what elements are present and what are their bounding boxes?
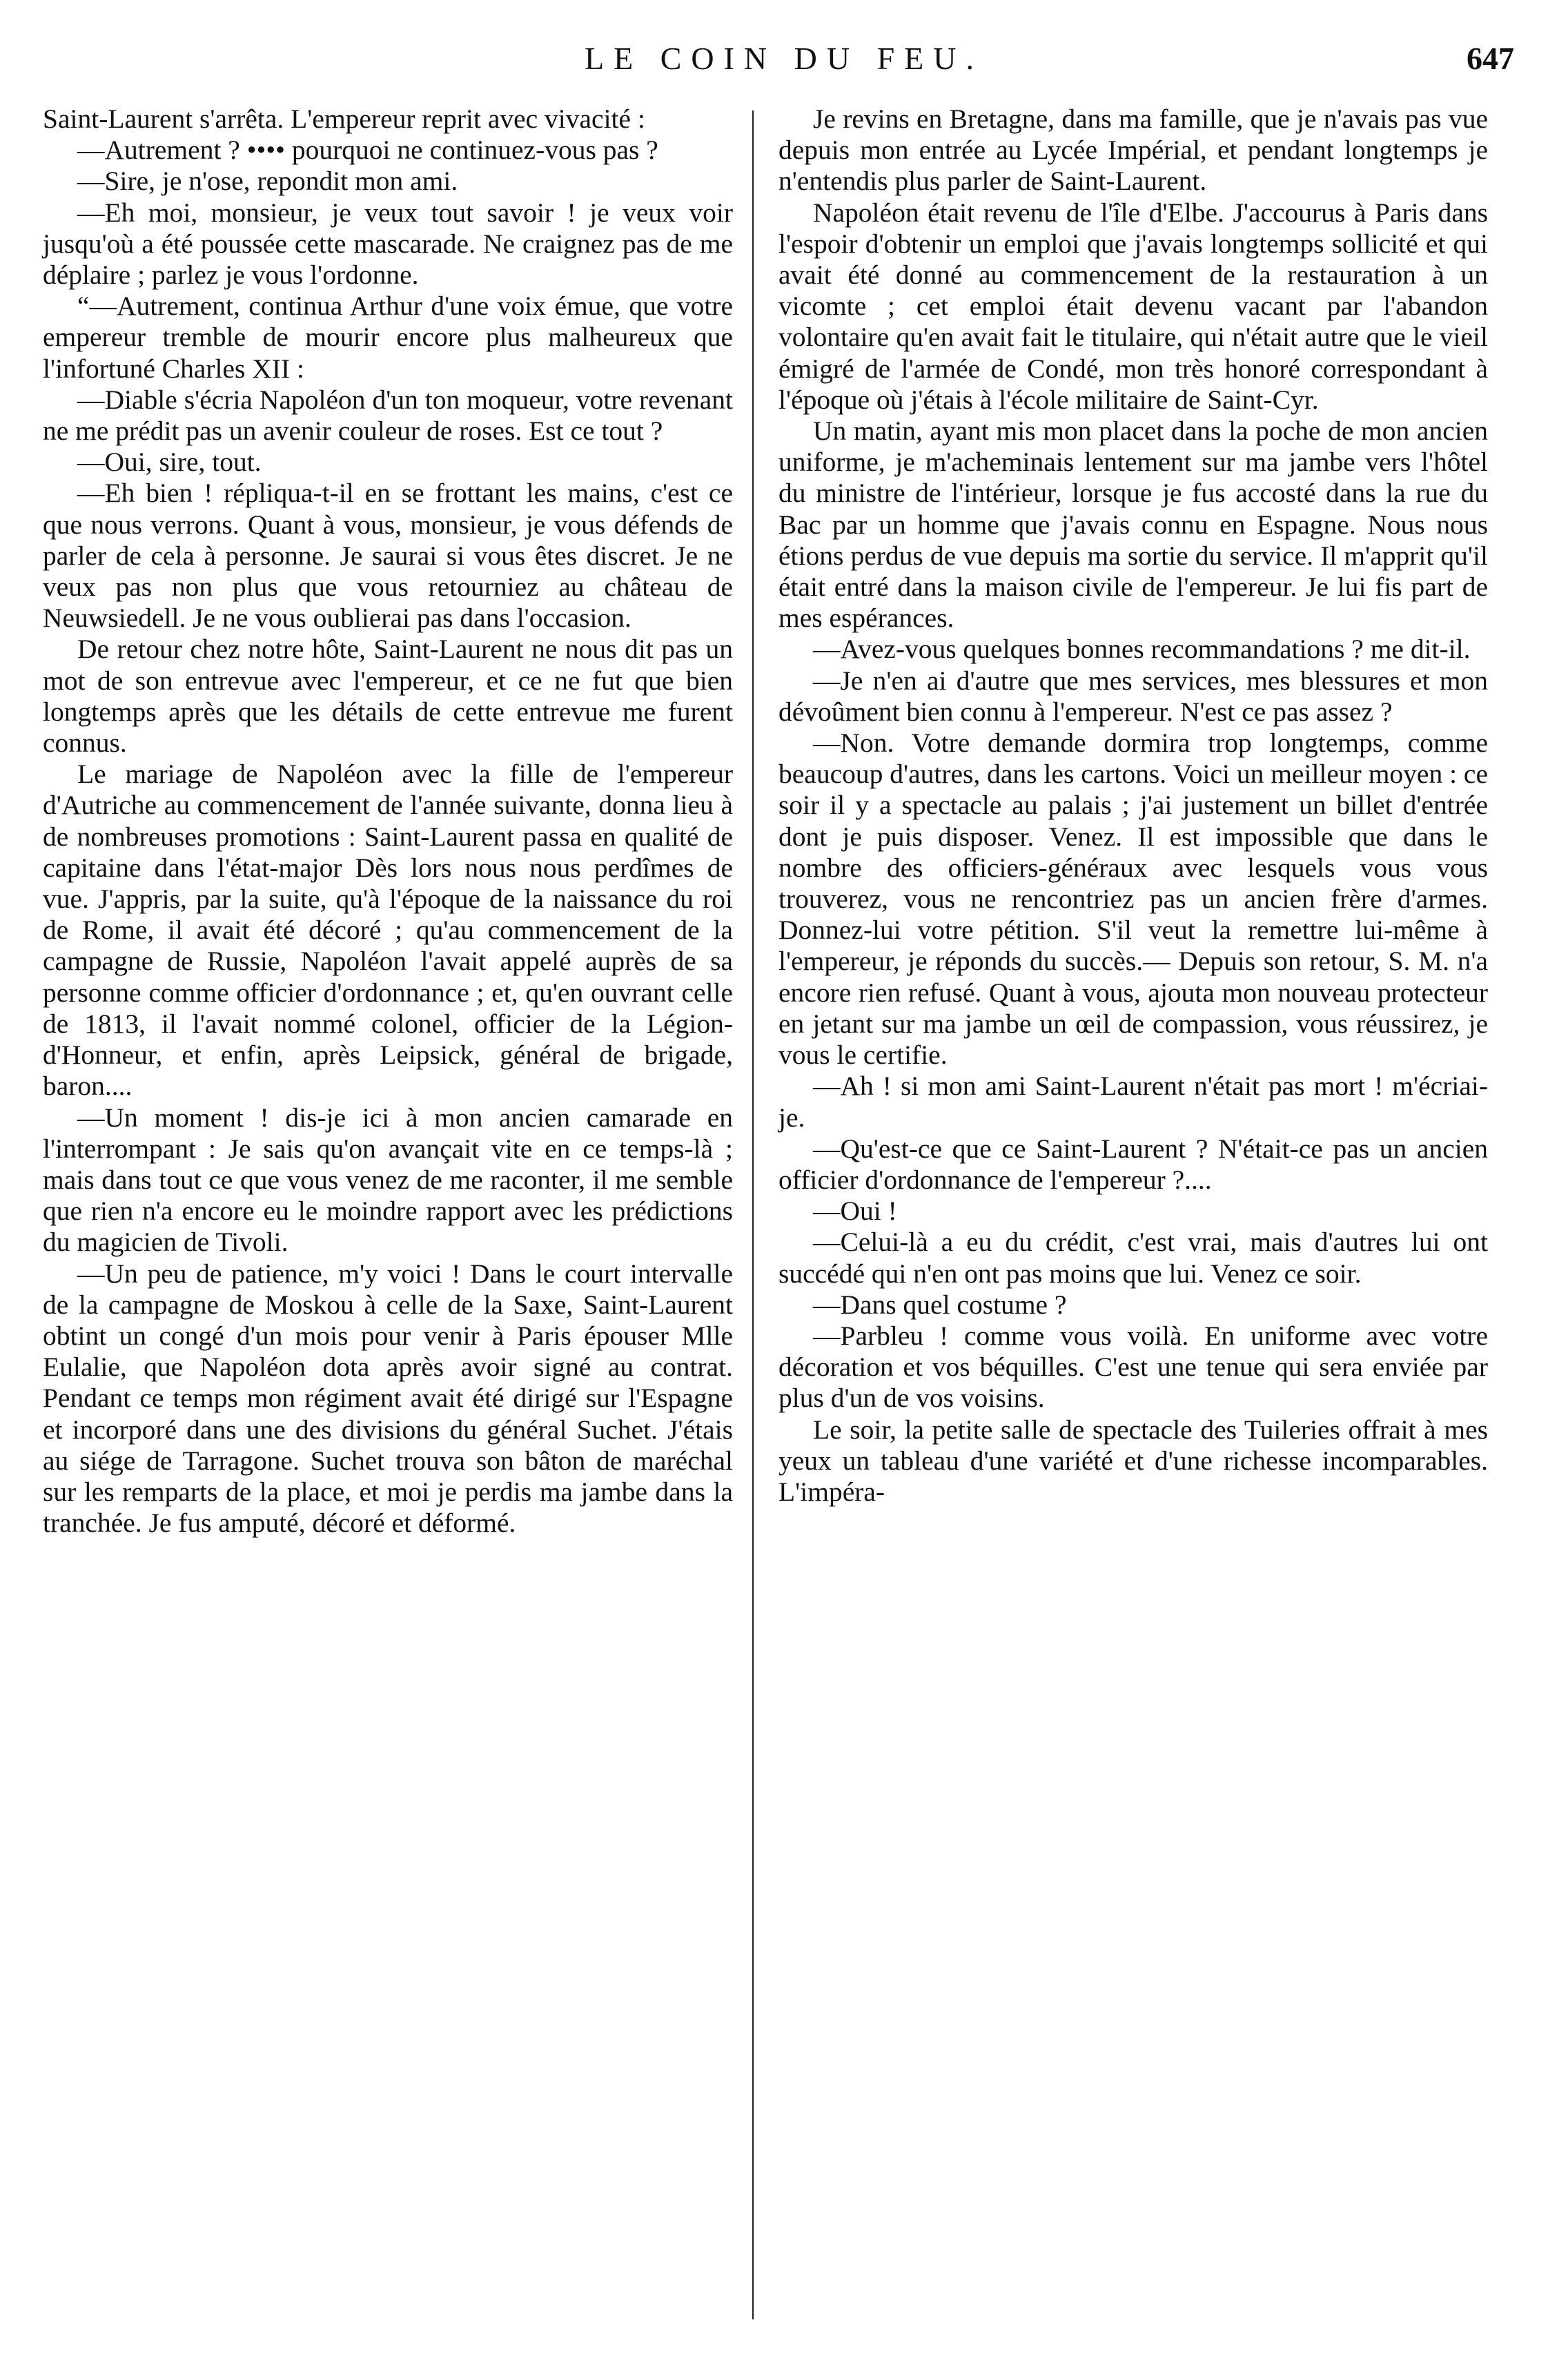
- paragraph: —Parbleu ! comme vous voilà. En uniforme avec votre décoration et vos béquilles. C'est une tenue qui sera enviée par plus d'un de vos voisins.: [778, 1320, 1488, 1414]
- paragraph: —Autrement ? •••• pourquoi ne continuez-vous pas ?: [77, 135, 658, 166]
- paragraph: —Eh moi, monsieur, je veux tout savoir ! je veux voir jusqu'où a été poussée cette mascarade. Ne craignez pas de me déplaire ; parlez je vous l'ordonne.: [43, 197, 733, 291]
- running-title: LE COIN DU FEU.: [585, 41, 983, 76]
- right-column: [778, 104, 1488, 1508]
- paragraph: Saint-Laurent s'arrêta. L'empereur reprit avec vivacité :: [43, 104, 645, 134]
- paragraph: —Sire, je n'ose, repondit mon ami.: [77, 166, 458, 197]
- paragraph: —Avez-vous quelques bonnes recommandations ? me dit-il.: [813, 634, 1471, 665]
- paragraph: “—Autrement, continua Arthur d'une voix émue, que votre empereur tremble de mourir encore plus malheureux que l'infortuné Charles XII :: [43, 291, 733, 384]
- paragraph: —Eh bien ! répliqua-t-il en se frottant les mains, c'est ce que nous verrons. Quant à vous, monsieur, je vous défends de parler de cela à personne. Je saurai si vous êtes discret. Je ne veux pas non plus que vous retourniez au château de Neuwsiedell. Je ne vous oublierai pas dans l'occasion.: [43, 478, 733, 634]
- paragraph: —Je n'en ai d'autre que mes services, mes blessures et mon dévoûment bien connu à l'empereur. N'est ce pas assez ?: [778, 665, 1488, 727]
- paragraph: —Dans quel costume ?: [813, 1289, 1067, 1320]
- paragraph: De retour chez notre hôte, Saint-Laurent ne nous dit pas un mot de son entrevue avec l'empereur, et ce ne fut que bien longtemps après que les détails de cette entrevue me furent connus.: [43, 634, 733, 759]
- column-divider: [752, 110, 754, 2319]
- left-column: [43, 104, 733, 1539]
- paragraph: Napoléon était revenu de l'île d'Elbe. J'accourus à Paris dans l'espoir d'obtenir un emploi que j'avais longtemps sollicité et qui avait été donné au commencement de la restauration à un vicomte ; cet emploi était devenu vacant par l'abandon volontaire qu'en avait fait le titulaire, qui n'était autre que le vieil émigré de l'armée de Condé, mon très honoré correspondant à l'époque où j'étais à l'école militaire de Saint-Cyr.: [778, 197, 1488, 415]
- paragraph: —Ah ! si mon ami Saint-Laurent n'était pas mort ! m'écriai-je.: [778, 1071, 1488, 1133]
- paragraph: Je revins en Bretagne, dans ma famille, que je n'avais pas vue depuis mon entrée au Lycée Impérial, et pendant longtemps je n'entendis plus parler de Saint-Laurent.: [778, 104, 1488, 197]
- paragraph: Le mariage de Napoléon avec la fille de l'empereur d'Autriche au commencement de l'année suivante, donna lieu à de nombreuses promotions : Saint-Laurent passa en qualité de capitaine dans l'état-major Dès lors nous nous perdîmes de vue. J'appris, par la suite, qu'à l'époque de la naissance du roi de Rome, il avait été décoré ; qu'au commencement de la campagne de Russie, Napoléon l'avait appelé auprès de sa personne comme officier d'ordonnance ; et, qu'en ouvrant celle de 1813, il l'avait nommé colonel, officier de la Légion-d'Honneur, et enfin, après Leipsick, général de brigade, baron....: [43, 759, 733, 1102]
- paragraph: —Qu'est-ce que ce Saint-Laurent ? N'était-ce pas un ancien officier d'ordonnance de l'empereur ?....: [778, 1133, 1488, 1195]
- paragraph: —Oui, sire, tout.: [77, 447, 262, 478]
- paragraph: —Un peu de patience, m'y voici ! Dans le court intervalle de la campagne de Moskou à celle de la Saxe, Saint-Laurent obtint un congé d'un mois pour venir à Paris épouser Mlle Eulalie, que Napoléon dota après avoir signé au contrat. Pendant ce temps mon régiment avait été dirigé sur l'Espagne et incorporé dans une des divisions du général Suchet. J'étais au siége de Tarragone. Suchet trouva son bâton de maréchal sur les remparts de la place, et moi je perdis ma jambe dans la tranchée. Je fus amputé, décoré et déformé.: [43, 1258, 733, 1539]
- paragraph: —Celui-là a eu du crédit, c'est vrai, mais d'autres lui ont succédé qui n'en ont pas moins que lui. Venez ce soir.: [778, 1227, 1488, 1289]
- paragraph: —Non. Votre demande dormira trop longtemps, comme beaucoup d'autres, dans les cartons. Voici un meilleur moyen : ce soir il y a spectacle au palais ; j'ai justement un billet d'entrée dont je puis disposer. Venez. Il est impossible que dans le nombre des officiers-généraux avec lesquels vous vous trouverez, vous ne rencontriez pas un ancien frère d'armes. Donnez-lui votre pétition. S'il veut la remettre lui-même à l'empereur, je réponds du succès.— Depuis son retour, S. M. n'a encore rien refusé. Quant à vous, ajouta mon nouveau protecteur en jetant sur ma jambe un œil de compassion, vous réussirez, je vous le certifie.: [778, 728, 1488, 1071]
- page-header: [0, 40, 1568, 88]
- paragraph: —Un moment ! dis-je ici à mon ancien camarade en l'interrompant : Je sais qu'on avançait vite en ce temps-là ; mais dans tout ce que vous venez de me raconter, il me semble que rien n'a encore eu le moindre rapport avec les prédictions du magicien de Tivoli.: [43, 1102, 733, 1258]
- paragraph: —Diable s'écria Napoléon d'un ton moqueur, votre revenant ne me prédit pas un avenir couleur de roses. Est ce tout ?: [43, 384, 733, 447]
- paragraph: Le soir, la petite salle de spectacle des Tuileries offrait à mes yeux un tableau d'une variété et d'une richesse incomparables. L'impéra-: [778, 1414, 1488, 1507]
- paragraph: Un matin, ayant mis mon placet dans la poche de mon ancien uniforme, je m'acheminais lentement sur ma jambe vers l'hôtel du ministre de l'intérieur, lorsque je fus accosté dans la rue du Bac par un homme que j'avais connu en Espagne. Nous nous étions perdus de vue depuis ma sortie du service. Il m'apprit qu'il était entré dans la maison civile de l'empereur. Je lui fis part de mes espérances.: [778, 416, 1488, 634]
- paragraph: —Oui !: [813, 1196, 897, 1227]
- page-number: 647: [1467, 41, 1514, 76]
